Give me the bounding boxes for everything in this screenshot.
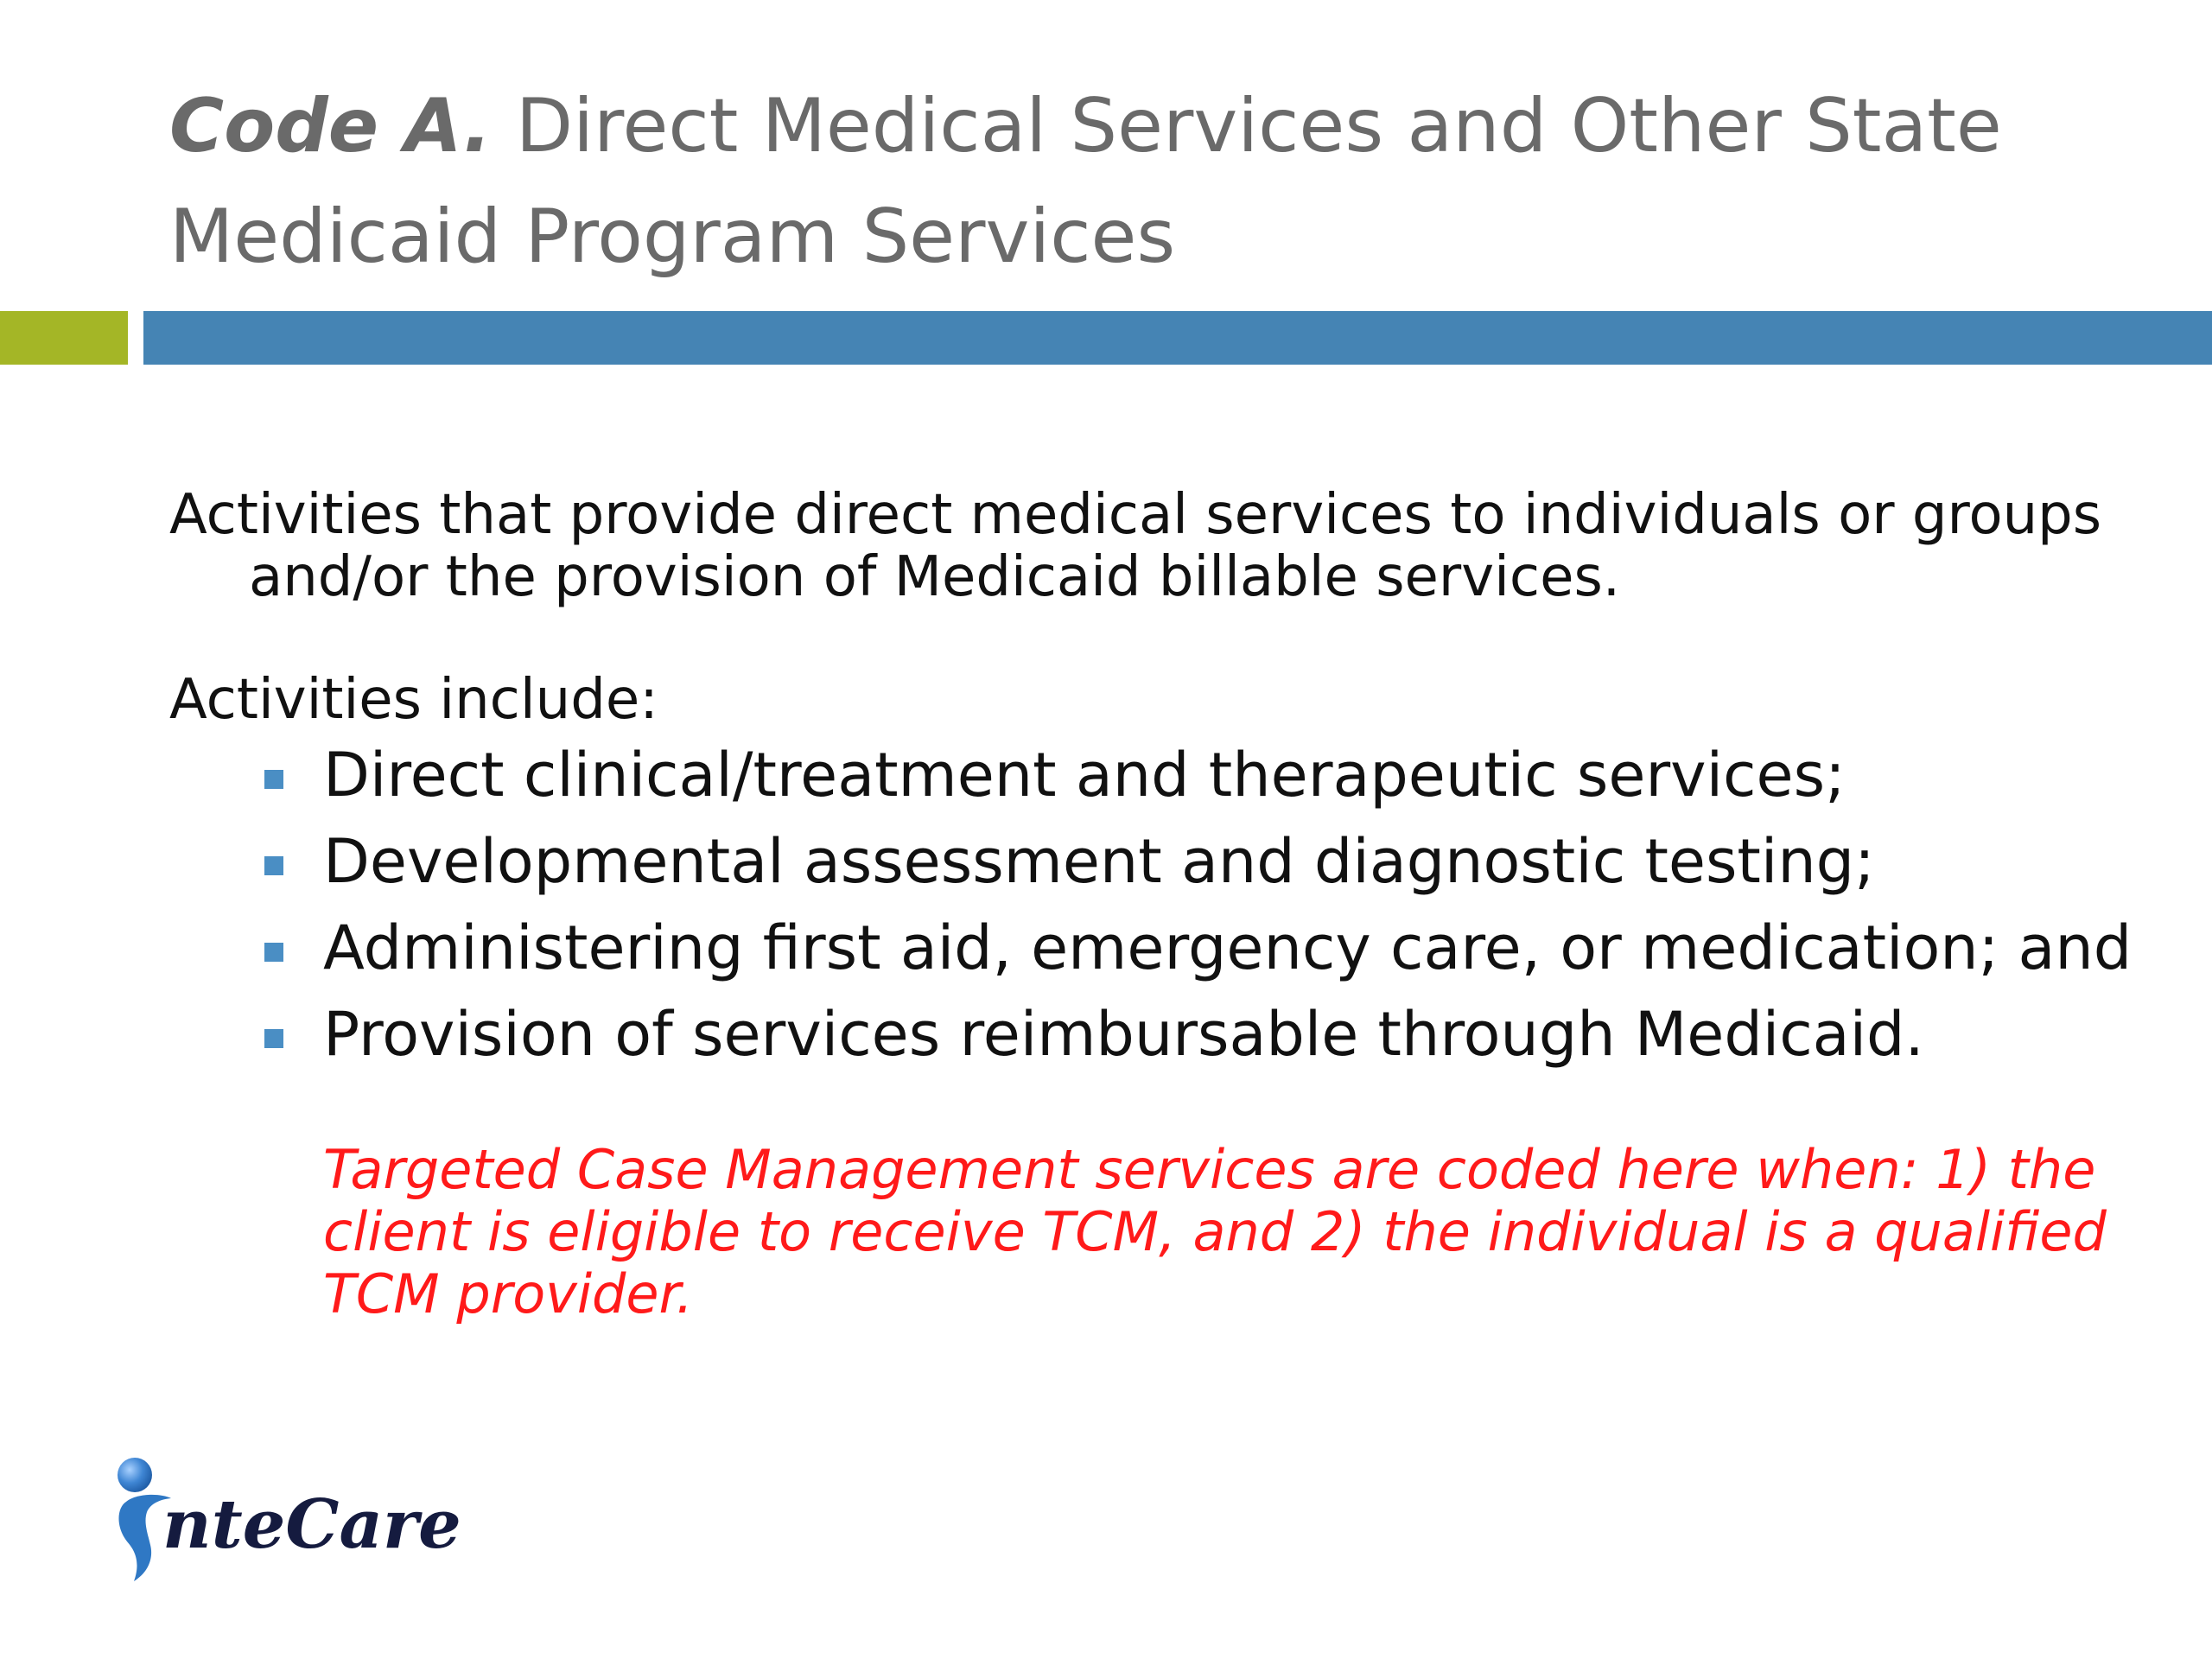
title-accent-blue [143,311,2212,365]
activity-text: Direct clinical/treatment and therapeutic services; [323,740,1846,810]
activity-item [264,912,2157,983]
slide-body [169,484,2157,1325]
square-bullet-icon [264,943,283,962]
activities-list [169,740,2157,1070]
activity-text: Developmental assessment and diagnostic testing; [323,826,1875,897]
slide-title [169,71,2105,292]
activity-item [264,826,2157,897]
square-bullet-icon [264,856,283,875]
square-bullet-icon [264,1029,283,1048]
activity-text: Administering first aid, emergency care, or medication; and [323,912,2133,983]
tcm-note: Targeted Case Management services are coded here when: 1) the client is eligible to receive TCM, and 2) the individual is a qualified TCM provider. [323,1138,2107,1325]
title-text: Direct Medical Services and Other State Medicaid Program Services [169,83,2002,280]
intecare-logo [111,1452,461,1590]
intro-paragraph: Activities that provide direct medical services to individuals or groups and/or the provision of Medicaid billable services. [169,483,2102,609]
activity-item [264,740,2157,810]
square-bullet-icon [264,770,283,789]
title-accent-green [0,311,128,365]
activity-item [264,999,2157,1070]
activity-text: Provision of services reimbursable through Medicaid. [323,999,1924,1070]
logo-wordmark: nteCare [162,1485,461,1564]
title-code: Code A. [169,83,492,169]
activities-include-label: Activities include: [169,668,658,732]
